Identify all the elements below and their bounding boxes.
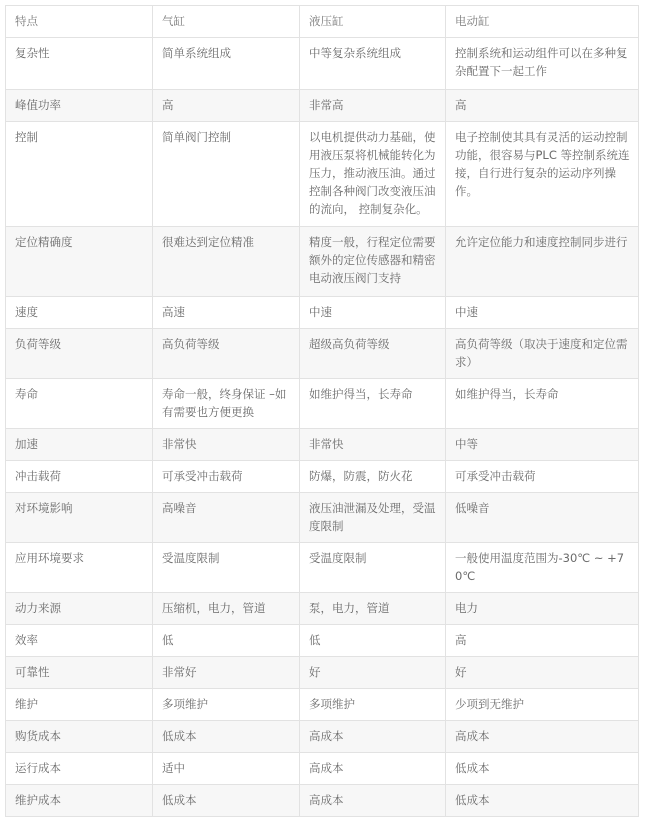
row-label: 可靠性	[6, 657, 153, 689]
row-label: 加速	[6, 429, 153, 461]
row-label: 对环境影响	[6, 493, 153, 543]
table-cell: 简单系统组成	[153, 38, 300, 90]
table-cell: 低成本	[153, 785, 300, 817]
table-cell: 高成本	[300, 721, 446, 753]
table-cell: 低	[300, 625, 446, 657]
table-row	[6, 90, 639, 122]
table-cell: 高成本	[300, 753, 446, 785]
table-row	[6, 785, 639, 817]
row-label: 负荷等级	[6, 329, 153, 379]
row-label: 寿命	[6, 379, 153, 429]
table-row	[6, 689, 639, 721]
table-row	[6, 543, 639, 593]
row-label: 应用环境要求	[6, 543, 153, 593]
comparison-table	[5, 5, 639, 817]
table-cell: 泵，电力，管道	[300, 593, 446, 625]
table-row	[6, 657, 639, 689]
table-row	[6, 227, 639, 297]
header-cell-pneumatic: 气缸	[153, 6, 300, 38]
row-label: 复杂性	[6, 38, 153, 90]
row-label: 冲击载荷	[6, 461, 153, 493]
table-cell: 超级高负荷等级	[300, 329, 446, 379]
table-row	[6, 721, 639, 753]
table-cell: 非常高	[300, 90, 446, 122]
table-cell: 可承受冲击载荷	[153, 461, 300, 493]
table-cell: 中等复杂系统组成	[300, 38, 446, 90]
table-cell: 中速	[300, 297, 446, 329]
table-cell: 高噪音	[153, 493, 300, 543]
table-cell: 高	[153, 90, 300, 122]
table-cell: 高	[446, 90, 639, 122]
table-row	[6, 593, 639, 625]
row-label: 速度	[6, 297, 153, 329]
table-row	[6, 493, 639, 543]
table-cell: 低噪音	[446, 493, 639, 543]
table-cell: 如维护得当，长寿命	[446, 379, 639, 429]
table-cell: 适中	[153, 753, 300, 785]
table-cell: 精度一般，行程定位需要额外的定位传感器和精密电动液压阀门支持	[300, 227, 446, 297]
table-cell: 可承受冲击载荷	[446, 461, 639, 493]
table-cell: 多项维护	[153, 689, 300, 721]
row-label: 定位精确度	[6, 227, 153, 297]
table-cell: 高	[446, 625, 639, 657]
table-row	[6, 329, 639, 379]
table-header-row	[6, 6, 639, 38]
table-cell: 非常好	[153, 657, 300, 689]
row-label: 峰值功率	[6, 90, 153, 122]
table-cell: 少项到无维护	[446, 689, 639, 721]
table-cell: 控制系统和运动组件可以在多种复杂配置下一起工作	[446, 38, 639, 90]
table-row	[6, 297, 639, 329]
table-row	[6, 379, 639, 429]
table-cell: 以电机提供动力基础，使用液压泵将机械能转化为压力，推动液压油。通过控制各种阀门改变液压油的流向， 控制复杂化。	[300, 122, 446, 227]
row-label: 效率	[6, 625, 153, 657]
table-cell: 很难达到定位精准	[153, 227, 300, 297]
header-cell-electric: 电动缸	[446, 6, 639, 38]
header-cell-hydraulic: 液压缸	[300, 6, 446, 38]
row-label: 控制	[6, 122, 153, 227]
table-cell: 高成本	[446, 721, 639, 753]
table-cell: 允许定位能力和速度控制同步进行	[446, 227, 639, 297]
row-label: 运行成本	[6, 753, 153, 785]
comparison-table-wrapper	[5, 5, 638, 817]
table-cell: 高负荷等级（取决于速度和定位需求）	[446, 329, 639, 379]
table-row	[6, 38, 639, 90]
table-row	[6, 122, 639, 227]
table-cell: 低成本	[446, 785, 639, 817]
table-cell: 简单阀门控制	[153, 122, 300, 227]
table-cell: 多项维护	[300, 689, 446, 721]
table-cell: 电力	[446, 593, 639, 625]
table-cell: 电子控制使其具有灵活的运动控制功能，很容易与PLC 等控制系统连接，自行进行复杂的运动序列操作。	[446, 122, 639, 227]
table-cell: 中等	[446, 429, 639, 461]
table-row	[6, 753, 639, 785]
row-label: 购货成本	[6, 721, 153, 753]
table-cell: 非常快	[300, 429, 446, 461]
table-cell: 低成本	[153, 721, 300, 753]
table-cell: 中速	[446, 297, 639, 329]
table-row	[6, 429, 639, 461]
row-label: 维护成本	[6, 785, 153, 817]
table-cell: 受温度限制	[300, 543, 446, 593]
table-cell: 高速	[153, 297, 300, 329]
row-label: 动力来源	[6, 593, 153, 625]
table-cell: 一般使用温度范围为-30℃ ~ +70℃	[446, 543, 639, 593]
table-cell: 压缩机，电力，管道	[153, 593, 300, 625]
table-cell: 高成本	[300, 785, 446, 817]
table-cell: 防爆，防震，防火花	[300, 461, 446, 493]
header-cell-feature: 特点	[6, 6, 153, 38]
table-cell: 低成本	[446, 753, 639, 785]
table-cell: 寿命一般，终身保证 –如有需要也方便更换	[153, 379, 300, 429]
table-cell: 好	[300, 657, 446, 689]
row-label: 维护	[6, 689, 153, 721]
table-cell: 高负荷等级	[153, 329, 300, 379]
table-cell: 如维护得当，长寿命	[300, 379, 446, 429]
table-cell: 液压油泄漏及处理，受温度限制	[300, 493, 446, 543]
table-cell: 受温度限制	[153, 543, 300, 593]
table-cell: 好	[446, 657, 639, 689]
table-cell: 非常快	[153, 429, 300, 461]
table-row	[6, 461, 639, 493]
table-cell: 低	[153, 625, 300, 657]
table-row	[6, 625, 639, 657]
